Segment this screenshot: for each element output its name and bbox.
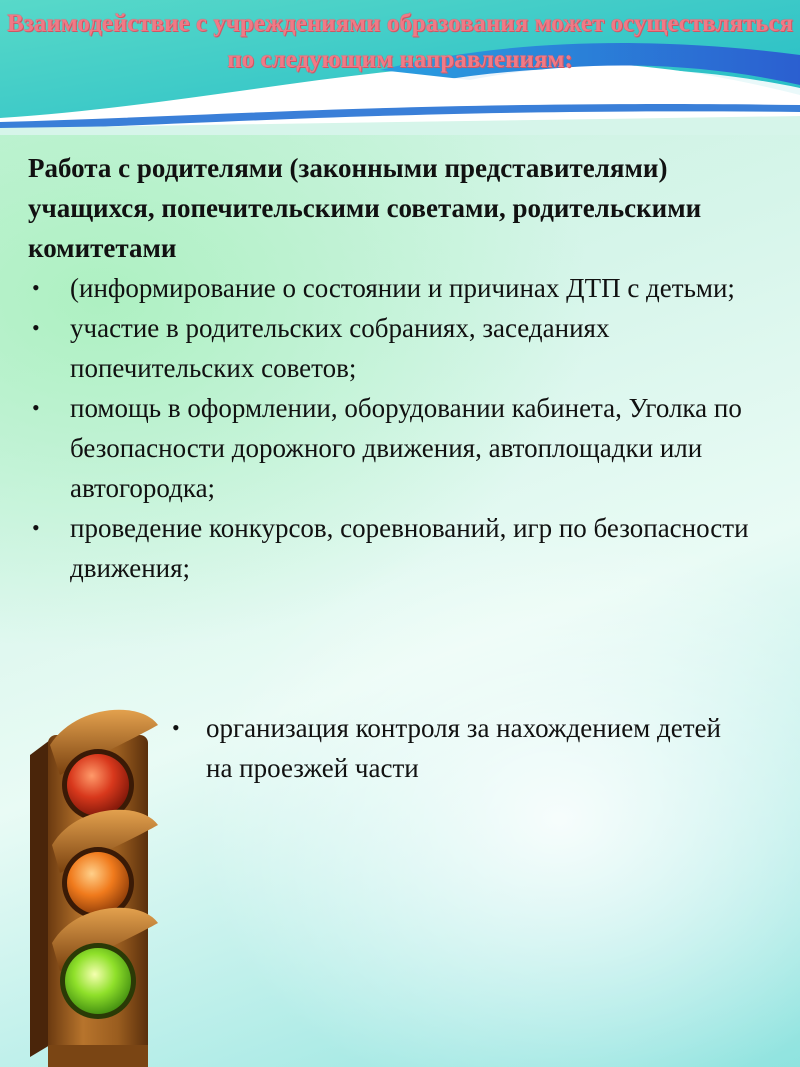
list-item	[172, 708, 732, 788]
list-item	[28, 388, 768, 508]
extra-bullet-list	[172, 708, 732, 788]
list-item	[28, 508, 768, 588]
main-content	[28, 148, 768, 588]
list-item-text: организация контроля за нахождением детей на проезжей части	[206, 713, 721, 783]
bullet-icon: •	[172, 715, 180, 740]
list-item	[28, 268, 768, 308]
section-heading: Работа с родителями (законными представителями) учащихся, попечительскими советами, родительскими комитетами	[28, 153, 702, 263]
list-item	[28, 308, 768, 388]
bullet-icon: •	[32, 515, 40, 540]
bullet-icon: •	[32, 315, 40, 340]
bullet-icon: •	[32, 395, 40, 420]
traffic-light-icon	[20, 705, 170, 1067]
bullet-icon: •	[32, 275, 40, 300]
list-item-text: проведение конкурсов, соревнований, игр по безопасности движения;	[70, 513, 749, 583]
header-banner	[0, 0, 800, 135]
slide-title: Взаимодействие с учреждениями образования может осуществляться по следующим направлениям:	[7, 10, 793, 73]
list-item-text: помощь в оформлении, оборудовании кабинета, Уголка по безопасности дорожного движения, автоплощадки или автогородка;	[70, 393, 742, 503]
list-item-text: (информирование о состоянии и причинах ДТП с детьми;	[70, 273, 735, 303]
bullet-list	[28, 268, 768, 588]
list-item-text: участие в родительских собраниях, заседаниях попечительских советов;	[70, 313, 610, 383]
